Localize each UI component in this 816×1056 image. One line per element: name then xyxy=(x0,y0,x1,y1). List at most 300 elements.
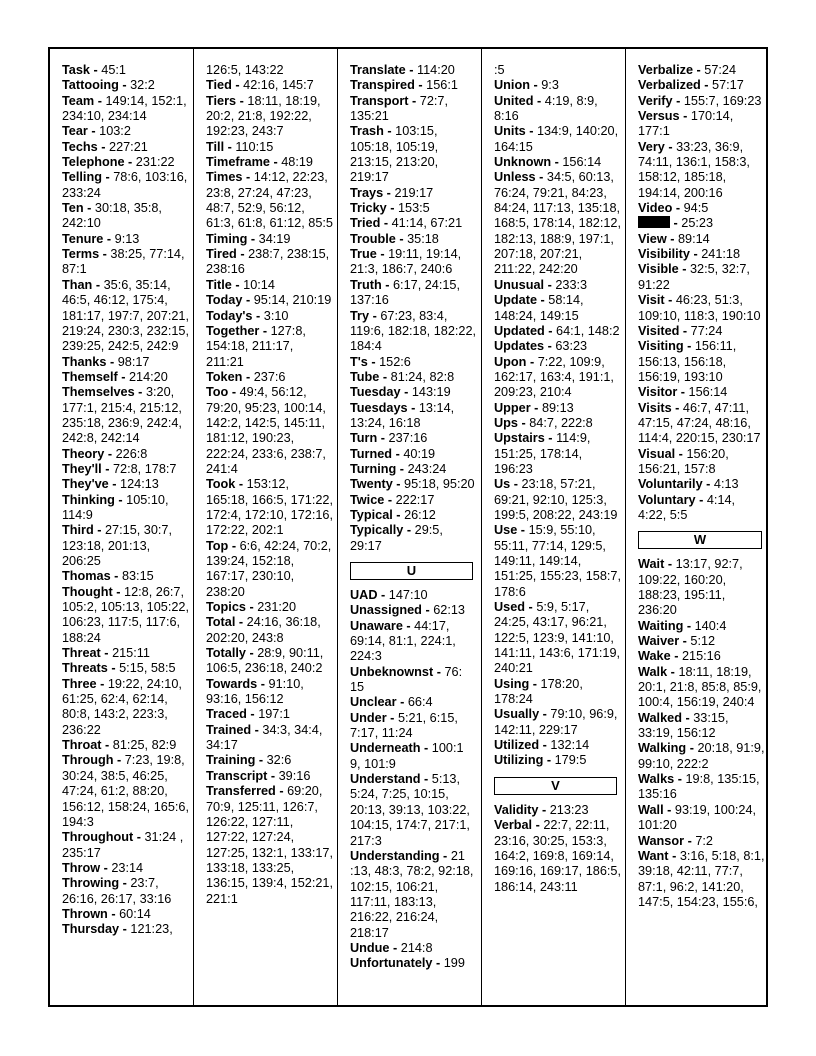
index-term: Throw xyxy=(62,860,101,875)
page-references: 13:17, 92:7, 109:22, 160:20, 188:23, 195:11, 236:20 xyxy=(638,557,743,618)
index-entry-walking: Walking - 20:18, 91:9, 99:10, 222:2 xyxy=(638,741,765,771)
index-term: Thinking xyxy=(62,492,115,507)
index-term: Unfortunately xyxy=(350,956,433,971)
index-entry-till: Till - 110:15 xyxy=(206,139,274,154)
index-term: Verbal xyxy=(494,818,533,833)
index-term: Want xyxy=(638,848,669,863)
page-references: 103:15, 105:18, 105:19, 213:15, 213:20, 219:17 xyxy=(350,124,439,185)
index-term: Tiers xyxy=(206,93,237,108)
index-term: Themselves xyxy=(62,385,135,400)
index-entry-try: Try - 67:23, 83:4, 119:6, 182:18, 182:22, 184:4 xyxy=(350,308,477,354)
index-entry-walked: Walked - 33:15, 33:19, 156:12 xyxy=(638,710,729,741)
index-term: Use xyxy=(494,523,518,538)
page-references: 72:7, 135:21 xyxy=(350,93,449,124)
index-term: Timing xyxy=(206,231,248,246)
index-entry-visiting: Visiting - 156:11, 156:13, 156:18, 156:19, 193:10 xyxy=(638,339,737,384)
index-term: Today's xyxy=(206,308,253,323)
index-entry-ten: Ten - 30:18, 35:8, 242:10 xyxy=(62,201,162,231)
index-term: Usually xyxy=(494,707,540,722)
index-entry-tried: Tried - 41:14, 67:21 xyxy=(350,216,463,231)
index-entry-under: Under - 5:21, 6:15, 7:17, 11:24 xyxy=(350,710,458,741)
index-entry-visual: Visual - 156:20, 156:21, 157:8 xyxy=(638,446,729,476)
index-term: Twenty xyxy=(350,477,393,492)
index-term: Tattooing xyxy=(62,78,119,93)
page-references: 5:21, 6:15, 7:17, 11:24 xyxy=(350,710,458,741)
index-page-frame xyxy=(48,47,768,1007)
letter-heading-w: W xyxy=(638,531,762,549)
index-term: Voluntary xyxy=(638,492,696,507)
index-term: United xyxy=(494,93,534,108)
index-entry-voluntary: Voluntary - 4:14, 4:22, 5:5 xyxy=(638,492,736,522)
index-entry-totally: Totally - 28:9, 90:11, 106:5, 236:18, 240:2 xyxy=(206,646,324,676)
page-references: 23:7, 26:16, 26:17, 33:16 xyxy=(62,876,172,906)
index-term: Visitor xyxy=(638,385,678,400)
page-references: 231:20 xyxy=(257,600,297,615)
page-references: 34:5, 60:13, 76:24, 79:21, 84:23, 84:24, 117:13, 135:18, 168:5, 178:14, 182:12, 182:13, 188:9, 197:1, 207:18, 207:21, 211:22, 242:20 xyxy=(494,170,621,277)
page-references: 214:8 xyxy=(400,940,433,955)
page-references: 219:17 xyxy=(394,185,434,200)
page-references: 121:23, xyxy=(130,922,173,937)
page-references: 4:14, 4:22, 5:5 xyxy=(638,492,736,522)
index-term: They'll xyxy=(62,461,102,476)
index-entry-t-s: T's - 152:6 xyxy=(350,354,411,369)
index-entry-trained: Trained - 34:3, 34:4, 34:17 xyxy=(206,722,323,753)
page-references: 222:17 xyxy=(395,492,435,507)
index-term: Title xyxy=(206,277,232,292)
index-term: Threats xyxy=(62,661,108,676)
index-entry-unless: Unless - 34:5, 60:13, 76:24, 79:21, 84:23, 84:24, 117:13, 135:18, 168:5, 178:14, 182:12, 182:13, 188:9, 197:1, 207:18, 207:21, 211:22, 242:20 xyxy=(494,170,621,277)
page-references: 98:17 xyxy=(117,354,150,369)
page-references: 233:3 xyxy=(555,277,588,292)
index-entry-underneath: Underneath - 100:1 9, 101:9 xyxy=(350,741,464,771)
page-references: 9:3 xyxy=(541,78,559,93)
page-references: 215:11 xyxy=(112,646,150,661)
index-entry-redacted: - 25:23 xyxy=(638,216,766,231)
index-term: Walked xyxy=(638,710,682,725)
page-references: 69:20, 70:9, 125:11, 126:7, 126:22, 127:11, 127:22, 127:24, 127:25, 132:1, 133:17, 133:18, 133:25, 136:15, 139:4, 152:21, 221:1 xyxy=(206,784,333,906)
page-references: 83:15 xyxy=(121,569,154,584)
page-references: 76: 15 xyxy=(350,664,463,695)
index-term: Using xyxy=(494,676,530,691)
index-term: Tuesdays xyxy=(350,400,408,415)
index-entry-tired: Tired - 238:7, 238:15, 238:16 xyxy=(206,247,330,277)
index-term: Underneath xyxy=(350,741,421,756)
index-entry-undue: Undue - 214:8 xyxy=(350,940,433,955)
index-term: Units xyxy=(494,124,526,139)
index-term: Techs xyxy=(62,139,98,154)
page-references: 49:4, 56:12, 79:20, 95:23, 100:14, 142:2, 142:5, 145:11, 181:12, 190:23, 222:24, 233:6, 238:7, 241:4 xyxy=(206,385,326,476)
index-term: Video xyxy=(638,201,673,216)
index-term: Than xyxy=(62,277,93,292)
index-entry-understand: Understand - 5:13, 5:24, 7:25, 10:15, 20:13, 39:13, 103:22, 104:15, 174:7, 217:1, 217:3 xyxy=(350,772,470,848)
page-references: 197:1 xyxy=(258,707,290,722)
page-references: 19:11, 19:14, 21:3, 186:7, 240:6 xyxy=(350,247,462,277)
index-entry-visit: Visit - 46:23, 51:3, 109:10, 118:3, 190:10 xyxy=(638,293,761,323)
page-references: 3:10 xyxy=(263,308,289,323)
page-references: 14:12, 22:23, 23:8, 27:24, 47:23, 48:7, 52:9, 56:12, 61:3, 61:8, 61:12, 85:5 xyxy=(206,170,333,231)
page-references: 214:20 xyxy=(128,369,168,384)
index-entry-threats: Threats - 5:15, 58:5 xyxy=(62,661,176,676)
index-entry-towards: Towards - 91:10, 93:16, 156:12 xyxy=(206,676,304,707)
page-references: 110:15 xyxy=(235,139,274,154)
page-references: 25:23 xyxy=(681,216,714,231)
page-references: 153:5 xyxy=(397,201,430,216)
index-term: Took xyxy=(206,477,236,492)
page-references: 100:1 9, 101:9 xyxy=(350,741,464,771)
index-term: Tear xyxy=(62,124,88,139)
page-references: 26:12 xyxy=(404,507,436,522)
page-references: 170:14, 177:1 xyxy=(638,109,734,139)
index-term: Tenure xyxy=(62,231,104,246)
page-references: 199 xyxy=(443,956,465,971)
page-references: 7:2 xyxy=(695,833,713,848)
index-entry-they-ve: They've - 124:13 xyxy=(62,477,159,492)
page-references: 21 :13, 48:3, 78:2, 92:18, 102:15, 106:21, 117:11, 183:13, 216:22, 216:24, 218:17 xyxy=(350,848,474,940)
index-term: Understand xyxy=(350,772,421,787)
index-entry-topics: Topics - 231:20 xyxy=(206,600,297,615)
index-term: Translate xyxy=(350,63,406,77)
index-entry-versus: Versus - 170:14, 177:1 xyxy=(638,109,734,139)
index-entry-training: Training - 32:6 xyxy=(206,753,292,768)
index-entry-typically: Typically - 29:5, 29:17 xyxy=(350,523,443,553)
page-references: 18:11, 18:19, 20:1, 21:8, 85:8, 85:9, 100:4, 156:19, 240:4 xyxy=(638,664,762,710)
index-term: Telephone xyxy=(62,155,125,170)
index-entry-wake: Wake - 215:16 xyxy=(638,649,721,664)
index-entry-terms: Terms - 38:25, 77:14, 87:1 xyxy=(62,247,185,277)
index-entry-voluntarily: Voluntarily - 4:13 xyxy=(638,477,739,492)
index-entry-verify: Verify - 155:7, 169:23 xyxy=(638,93,762,108)
index-entry-third: Third - 27:15, 30:7, 123:18, 201:13, 206:25 xyxy=(62,523,173,568)
page-references: 42:16, 145:7 xyxy=(243,78,314,93)
index-entry-together: Together - 127:8, 154:18, 211:17, 211:21 xyxy=(206,323,306,369)
page-references: 81:25, 82:9 xyxy=(112,738,177,753)
index-entry-tenure: Tenure - 9:13 xyxy=(62,231,140,246)
index-column-3 xyxy=(338,49,482,1005)
page-references: 34:3, 34:4, 34:17 xyxy=(206,722,323,753)
page-references: 45:1 xyxy=(101,63,126,77)
index-term: They've xyxy=(62,477,109,492)
page-references: 114:20 xyxy=(417,63,455,77)
index-term: Voluntarily xyxy=(638,477,703,492)
page-references: 226:8 xyxy=(115,446,148,461)
index-entry-trays: Trays - 219:17 xyxy=(350,185,434,200)
page-references: 103:2 xyxy=(99,124,131,139)
index-entry-wall: Wall - 93:19, 100:24, 101:20 xyxy=(638,802,757,833)
index-term: Us xyxy=(494,477,511,492)
page-references: 156:1 xyxy=(426,78,458,93)
index-term: Telling xyxy=(62,170,102,185)
page-references: 3:16, 5:18, 8:1, 39:18, 42:11, 77:7, 87:1, 96:2, 141:20, 147:5, 154:23, 155:6, xyxy=(638,848,765,909)
index-term: T's xyxy=(350,354,368,369)
index-term: Verify xyxy=(638,93,673,108)
index-entry-unusual: Unusual - 233:3 xyxy=(494,277,588,292)
index-entry-too: Too - 49:4, 56:12, 79:20, 95:23, 100:14, 142:2, 142:5, 145:11, 181:12, 190:23, 222:24, 233:6, 238:7, 241:4 xyxy=(206,385,326,476)
index-entry-utilized: Utilized - 132:14 xyxy=(494,738,590,753)
index-entry-unknown: Unknown - 156:14 xyxy=(494,155,602,170)
index-term: Ups xyxy=(494,415,518,430)
page-references: 147:10 xyxy=(388,588,428,602)
index-entry-validity: Validity - 213:23 xyxy=(494,802,589,817)
index-term: Transpired xyxy=(350,78,415,93)
index-entry-themself: Themself - 214:20 xyxy=(62,369,168,384)
page-references: 94:5 xyxy=(683,201,709,216)
index-entry-visible: Visible - 32:5, 32:7, 91:22 xyxy=(638,262,750,292)
page-references: 40:19 xyxy=(403,446,436,461)
index-term: Truth xyxy=(350,277,382,292)
index-term: Verbalized xyxy=(638,78,701,93)
page-references: 152:6 xyxy=(379,354,411,369)
index-term: Team xyxy=(62,93,95,108)
index-term: Typically xyxy=(350,523,404,538)
page-references: 32:6 xyxy=(266,753,292,768)
page-references: 33:23, 36:9, 74:11, 136:1, 158:3, 158:12, 185:18, 194:14, 200:16 xyxy=(638,139,750,200)
page-references: 72:8, 178:7 xyxy=(112,461,177,476)
page-references: 238:7, 238:15, 238:16 xyxy=(206,247,330,277)
page-references: 6:6, 42:24, 70:2, 139:24, 152:18, 167:17, 230:10, 238:20 xyxy=(206,538,332,599)
page-references: 57:24 xyxy=(704,63,737,77)
index-entry-unclear: Unclear - 66:4 xyxy=(350,695,433,710)
page-references: 67:23, 83:4, 119:6, 182:18, 182:22, 184:4 xyxy=(350,308,477,354)
index-term: Thursday xyxy=(62,922,120,937)
index-term: Unknown xyxy=(494,155,552,170)
page-references: 32:5, 32:7, 91:22 xyxy=(638,262,750,292)
index-entry-uad: UAD - 147:10 xyxy=(350,588,428,602)
index-entry-than: Than - 35:6, 35:14, 46:5, 46:12, 175:4, 181:17, 197:7, 207:21, 219:24, 230:3, 232:15, 239:25, 242:5, 242:9 xyxy=(62,277,189,354)
index-term: Visual xyxy=(638,446,676,461)
page-references: 9:13 xyxy=(114,231,140,246)
index-term: Tired xyxy=(206,247,237,262)
index-term: Utilizing xyxy=(494,753,544,768)
page-references: 77:24 xyxy=(690,323,723,338)
index-entry-tiers: Tiers - 18:11, 18:19, 20:2, 21:8, 192:22, 192:23, 243:7 xyxy=(206,93,321,139)
index-term: Tied xyxy=(206,78,232,93)
page-references: 23:18, 57:21, 69:21, 92:10, 125:3, 199:5, 208:22, 243:19 xyxy=(494,477,618,522)
page-references: 81:24, 82:8 xyxy=(390,369,455,384)
index-term: Very xyxy=(638,139,665,154)
index-entry-thanks: Thanks - 98:17 xyxy=(62,354,150,369)
index-term: Update xyxy=(494,293,537,308)
index-entry-trash: Trash - 103:15, 105:18, 105:19, 213:15, 213:20, 219:17 xyxy=(350,124,439,185)
index-entry-tattooing: Tattooing - 32:2 xyxy=(62,78,155,93)
index-term: Unusual xyxy=(494,277,545,292)
page-references: 46:23, 51:3, 109:10, 118:3, 190:10 xyxy=(638,293,761,323)
page-references: 5:13, 5:24, 7:25, 10:15, 20:13, 39:13, 103:22, 104:15, 174:7, 217:1, 217:3 xyxy=(350,772,470,848)
index-entry-top: Top - 6:6, 42:24, 70:2, 139:24, 152:18, 167:17, 230:10, 238:20 xyxy=(206,538,332,599)
index-entry-tube: Tube - 81:24, 82:8 xyxy=(350,369,455,384)
index-entry-continued xyxy=(494,63,621,78)
letter-heading-v: V xyxy=(494,777,617,795)
page-references: 179:5 xyxy=(554,753,587,768)
index-column-4 xyxy=(482,49,626,1005)
page-references: 35:6, 35:14, 46:5, 46:12, 175:4, 181:17, 197:7, 207:21, 219:24, 230:3, 232:15, 239:25, 242:5, 242:9 xyxy=(62,277,189,354)
page-references: 5:15, 58:5 xyxy=(119,661,176,676)
index-term: Trays xyxy=(350,185,384,200)
index-term: Waiting xyxy=(638,618,684,633)
index-entry-transcript: Transcript - 39:16 xyxy=(206,768,311,783)
index-entry-transport: Transport - 72:7, 135:21 xyxy=(350,93,449,124)
index-term: Visit xyxy=(638,293,665,308)
index-entry-upon: Upon - 7:22, 109:9, 162:17, 163:4, 191:1, 209:23, 210:4 xyxy=(494,354,614,400)
index-entry-thursday: Thursday - 121:23, xyxy=(62,922,173,937)
index-entry-waiting: Waiting - 140:4 xyxy=(638,618,727,633)
index-entry-tied: Tied - 42:16, 145:7 xyxy=(206,78,314,93)
index-entry-title: Title - 10:14 xyxy=(206,277,275,292)
index-entry-timeframe: Timeframe - 48:19 xyxy=(206,155,313,170)
index-entry-thrown: Thrown - 60:14 xyxy=(62,906,151,921)
index-entry-three: Three - 19:22, 24:10, 61:25, 62:4, 62:14, 80:8, 143:2, 223:3, 236:22 xyxy=(62,676,182,737)
index-term: Training xyxy=(206,753,256,768)
page-references: 91:10, 93:16, 156:12 xyxy=(206,676,304,707)
page-references: 78:6, 103:16, 233:24 xyxy=(62,170,188,200)
page-references: 95:14, 210:19 xyxy=(253,293,332,308)
page-references: 31:24 , 235:17 xyxy=(62,830,184,860)
index-entry-turn: Turn - 237:16 xyxy=(350,431,428,446)
page-references: 156:20, 156:21, 157:8 xyxy=(638,446,729,476)
index-term: Unbeknownst xyxy=(350,664,434,679)
page-references: 155:7, 169:23 xyxy=(683,93,762,108)
index-entry-verbalize: Verbalize - 57:24 xyxy=(638,63,737,77)
index-entry-typical: Typical - 26:12 xyxy=(350,507,436,522)
index-entry-transferred: Transferred - 69:20, 70:9, 125:11, 126:7, 126:22, 127:11, 127:22, 127:24, 127:25, 132:1, 133:17, 133:18, 133:25, 136:15, 139:4, 152:21, 221:1 xyxy=(206,784,333,906)
page-references: 60:14 xyxy=(119,906,151,921)
index-entry-twice: Twice - 222:17 xyxy=(350,492,435,507)
index-term: Unclear xyxy=(350,695,397,710)
index-entry-unfortunately: Unfortunately - 199 xyxy=(350,956,465,971)
index-term: Too xyxy=(206,385,229,400)
index-term: Thanks xyxy=(62,354,107,369)
page-references: 24:16, 36:18, 202:20, 243:8 xyxy=(206,615,321,645)
index-entry-tear: Tear - 103:2 xyxy=(62,124,131,139)
index-entry-us: Us - 23:18, 57:21, 69:21, 92:10, 125:3, 199:5, 208:22, 243:19 xyxy=(494,477,618,522)
index-entry-union: Union - 9:3 xyxy=(494,78,559,93)
index-entry-visibility: Visibility - 241:18 xyxy=(638,247,741,262)
index-term: Timeframe xyxy=(206,155,270,170)
index-entry-unbeknownst: Unbeknownst - 76: 15 xyxy=(350,664,463,695)
page-references: 63:23 xyxy=(555,339,588,354)
page-references: 23:14 xyxy=(111,860,144,875)
index-entry-updated: Updated - 64:1, 148:2 xyxy=(494,323,620,338)
index-entry-team: Team - 149:14, 152:1, 234:10, 234:14 xyxy=(62,93,187,124)
index-term: Terms xyxy=(62,247,100,262)
page-references: 143:19 xyxy=(411,385,451,400)
page-references: 28:9, 90:11, 106:5, 236:18, 240:2 xyxy=(206,646,324,676)
index-term: Updates xyxy=(494,339,545,354)
page-references: 3:20, 177:1, 215:4, 215:12, 235:18, 236:9, 242:4, 242:8, 242:14 xyxy=(62,385,182,446)
index-entry-timing: Timing - 34:19 xyxy=(206,231,291,246)
index-term: Thrown xyxy=(62,906,108,921)
index-term: Traced xyxy=(206,707,247,722)
index-entry-ups: Ups - 84:7, 222:8 xyxy=(494,415,593,430)
index-term: Transcript xyxy=(206,768,268,783)
index-term: Throughout xyxy=(62,830,134,845)
page-references: 95:18, 95:20 xyxy=(404,477,475,492)
index-term: Visited xyxy=(638,323,680,338)
page-references: 57:17 xyxy=(712,78,744,93)
index-entry-update: Update - 58:14, 148:24, 149:15 xyxy=(494,293,584,323)
page-references: 156:14 xyxy=(562,155,602,170)
index-term: Upstairs xyxy=(494,431,545,446)
page-references: 19:22, 24:10, 61:25, 62:4, 62:14, 80:8, 143:2, 223:3, 236:22 xyxy=(62,676,182,737)
index-term: Today xyxy=(206,293,243,308)
index-term: Wait xyxy=(638,557,665,572)
index-entry-tricky: Tricky - 153:5 xyxy=(350,201,430,216)
index-term: Try xyxy=(350,308,370,323)
index-term: Upper xyxy=(494,400,531,415)
index-term: Versus xyxy=(638,109,680,124)
index-entry-units: Units - 134:9, 140:20, 164:15 xyxy=(494,124,619,154)
index-term: Trash xyxy=(350,124,384,139)
index-entry-true: True - 19:11, 19:14, 21:3, 186:7, 240:6 xyxy=(350,247,462,277)
page-references: 227:21 xyxy=(109,139,148,154)
page-references: 12:8, 26:7, 105:2, 105:13, 105:22, 106:23, 117:5, 117:6, 188:24 xyxy=(62,584,189,645)
page-references: 34:19 xyxy=(258,231,291,246)
index-entry-threat: Threat - 215:11 xyxy=(62,646,150,661)
index-entry-unassigned: Unassigned - 62:13 xyxy=(350,603,465,618)
page-references: 132:14 xyxy=(550,738,590,753)
page-references: 32:2 xyxy=(130,78,155,93)
index-term: Transport xyxy=(350,93,409,108)
page-references: 140:4 xyxy=(694,618,727,633)
page-references: 46:7, 47:11, 47:15, 47:24, 48:16, 114:4, 220:15, 230:17 xyxy=(638,400,761,446)
index-entry-transpired: Transpired - 156:1 xyxy=(350,78,458,93)
index-entry-thinking: Thinking - 105:10, 114:9 xyxy=(62,492,169,522)
page-references: 4:13 xyxy=(713,477,739,492)
index-entry-trouble: Trouble - 35:18 xyxy=(350,231,439,246)
index-term: Union xyxy=(494,78,530,93)
page-references: 4:19, 8:9, 8:16 xyxy=(494,93,598,124)
index-term: Visiting xyxy=(638,339,684,354)
index-term: Tube xyxy=(350,369,380,384)
index-entry-theory: Theory - 226:8 xyxy=(62,446,148,461)
index-entry-twenty: Twenty - 95:18, 95:20 xyxy=(350,477,475,492)
page-references: 7:23, 19:8, 30:24, 38:5, 46:25, 47:24, 61:2, 88:20, 156:12, 158:24, 165:6, 194:3 xyxy=(62,753,189,829)
index-entry-walks: Walks - 19:8, 135:15, 135:16 xyxy=(638,772,760,802)
index-entry-wait: Wait - 13:17, 92:7, 109:22, 160:20, 188:23, 195:11, 236:20 xyxy=(638,557,743,618)
index-entry-they-ll: They'll - 72:8, 178:7 xyxy=(62,461,177,476)
page-references: 89:14 xyxy=(677,231,710,246)
index-entry-throwing: Throwing - 23:7, 26:16, 26:17, 33:16 xyxy=(62,876,172,906)
page-references: 178:20, 178:24 xyxy=(494,676,583,707)
index-term: Theory xyxy=(62,446,105,461)
page-references: 33:15, 33:19, 156:12 xyxy=(638,710,729,741)
index-entry-video: Video - 94:5 xyxy=(638,201,709,216)
index-entry-used: Used - 5:9, 5:17, 24:25, 43:17, 96:21, 122:5, 123:9, 141:10, 141:11, 143:6, 171:19, 240:21 xyxy=(494,600,621,676)
index-term: Together xyxy=(206,323,260,338)
index-entry-united: United - 4:19, 8:9, 8:16 xyxy=(494,93,598,124)
index-entry-today: Today - 95:14, 210:19 xyxy=(206,293,332,308)
page-references: 213:23 xyxy=(549,802,589,817)
index-term: Trouble xyxy=(350,231,396,246)
page-references: 10:14 xyxy=(243,277,275,292)
page-references: 41:14, 67:21 xyxy=(391,216,463,231)
index-term: Till xyxy=(206,139,225,154)
index-term: Token xyxy=(206,369,243,384)
index-column-1 xyxy=(50,49,194,1005)
index-entry-very: Very - 33:23, 36:9, 74:11, 136:1, 158:3, 158:12, 185:18, 194:14, 200:16 xyxy=(638,139,750,200)
index-term: Tried xyxy=(350,216,381,231)
index-entry-use: Use - 15:9, 55:10, 55:11, 77:14, 129:5, 149:11, 149:14, 151:25, 155:23, 158:7, 178:6 xyxy=(494,523,621,599)
page-references: 19:8, 135:15, 135:16 xyxy=(638,772,760,802)
index-entry-visits: Visits - 46:7, 47:11, 47:15, 47:24, 48:16, 114:4, 220:15, 230:17 xyxy=(638,400,761,446)
index-term: Undue xyxy=(350,940,390,955)
index-term: Third xyxy=(62,523,94,538)
index-entry-telephone: Telephone - 231:22 xyxy=(62,155,175,170)
index-term: Times xyxy=(206,170,243,185)
index-entry-traced: Traced - 197:1 xyxy=(206,707,290,722)
page-references: 62:13 xyxy=(433,603,465,618)
index-term: Themself xyxy=(62,369,118,384)
page-references: 38:25, 77:14, 87:1 xyxy=(62,247,185,277)
